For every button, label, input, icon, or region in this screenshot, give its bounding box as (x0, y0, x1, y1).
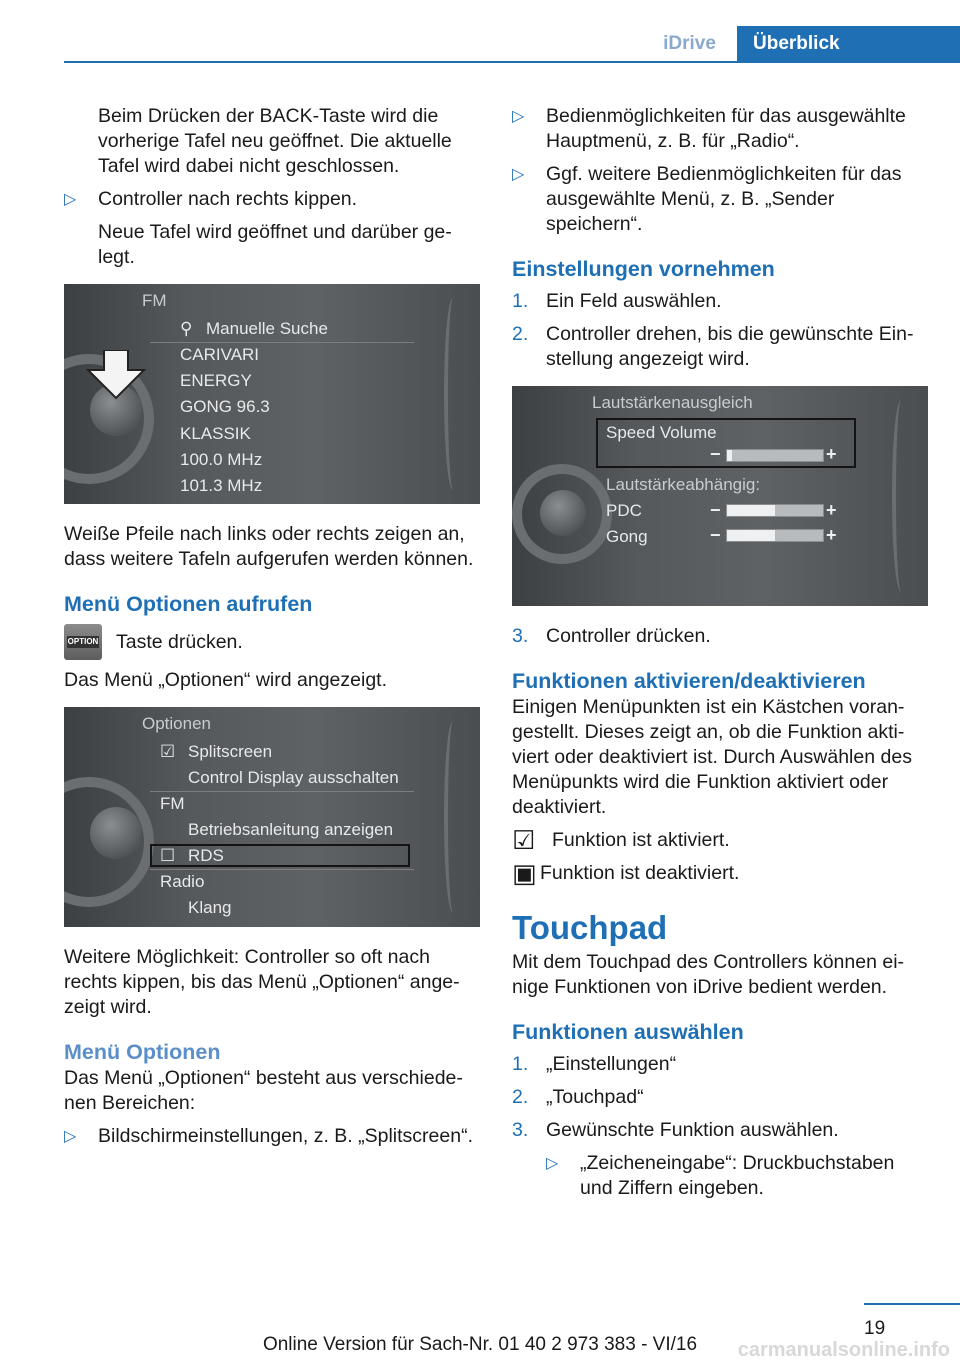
footer-text: Online Version für Sach-Nr. 01 40 2 973 383 - VI/16 (262, 1334, 698, 1355)
step-number: 2. (512, 1086, 529, 1108)
step-3 (512, 624, 928, 649)
touch-substep (512, 1151, 928, 1201)
setting-label: Gong (606, 527, 648, 546)
touch-step-3 (512, 1118, 928, 1143)
level-fill (727, 530, 775, 541)
triangle-icon: ▷ (512, 108, 525, 125)
screenshot-volume (512, 386, 928, 606)
controller-knob (90, 807, 142, 859)
shot-title: FM (142, 291, 167, 310)
step-number: 1. (512, 290, 529, 312)
minus-icon: − (710, 444, 721, 464)
controller-knob (540, 490, 586, 536)
option-key-row (64, 624, 480, 660)
minus-icon: − (710, 525, 721, 545)
page-number: 19 (864, 1318, 886, 1339)
checkbox-empty-icon: ▣ (512, 858, 537, 888)
triangle-icon: ▷ (512, 166, 525, 183)
option-key-text: Taste drücken. (116, 630, 243, 653)
paragraph-alternative: Weitere Möglichkeit: Controller so oft nach rechts kippen, bis das Menü „Optionen“ angezeigt wird. (64, 946, 460, 1018)
heading-select: Funktionen auswählen (512, 1020, 744, 1044)
heading-settings: Einstellungen vornehmen (512, 257, 775, 281)
step-2 (512, 322, 928, 372)
plus-icon: + (826, 525, 837, 545)
level-bar-gong (726, 529, 824, 542)
level-bar-pdc (726, 504, 824, 517)
header-rule (64, 61, 960, 63)
legend-text: Funktion ist deaktiviert. (540, 862, 740, 884)
legend-text: Funktion ist aktiviert. (552, 829, 730, 851)
paragraph-areas: Das Menü „Optionen“ besteht aus verschiedenen Bereichen: (64, 1067, 463, 1114)
step-text: Ein Feld auswählen. (546, 290, 722, 312)
legend-on (512, 825, 928, 855)
bullet-text: Bedienmöglichkeiten für das ausgewählte Hauptmenü, z. B. für „Radio“. (546, 105, 906, 152)
paragraph-touchpad: Mit dem Touchpad des Controllers können einige Funktionen von iDrive bedient werden. (512, 951, 905, 998)
step-text: Controller drehen, bis die gewünschte Einstellung angezeigt wird. (546, 323, 914, 370)
touch-step-2 (512, 1085, 928, 1110)
left-column (64, 104, 480, 1157)
paragraph-arrows: Weiße Pfeile nach links oder rechts zeigen an, dass weitere Tafeln aufgerufen werden können. (64, 523, 474, 570)
bullet-tilt (64, 187, 480, 270)
checkbox-checked-icon: ☑ (160, 742, 176, 761)
heading-touchpad: Touchpad (512, 909, 668, 946)
step-number: 3. (512, 625, 529, 647)
setting-label: Lautstärkeabhängig: (606, 475, 761, 494)
setting-label: Speed Volume (606, 423, 717, 442)
menu-item: Betriebsanleitung anzeigen (188, 820, 394, 839)
bullet-subtext: Neue Tafel wird geöffnet und darüber gelegt. (98, 221, 452, 268)
menu-item: Splitscreen (188, 742, 273, 761)
bullet-text: Bildschirmeinstellungen, z. B. „Splitscreen“. (98, 1125, 473, 1147)
bullet-further (512, 162, 928, 237)
right-column (512, 104, 928, 1209)
bullet-text: Controller nach rechts kippen. (98, 188, 358, 210)
checkbox-empty-icon: ☐ (160, 846, 176, 865)
level-fill (727, 505, 775, 516)
down-arrow-icon (86, 350, 146, 400)
menu-item: RDS (188, 846, 224, 865)
level-bar-speed (726, 449, 824, 462)
search-icon: ⚲ (180, 319, 193, 338)
shot-title: Optionen (142, 714, 211, 733)
heading-functions: Funktionen aktivieren/deaktivieren (512, 669, 866, 693)
menu-item: GONG 96.3 (180, 397, 270, 416)
screen-edge (892, 400, 910, 592)
menu-item: Klang (188, 898, 232, 917)
paragraph-checkbox: Einigen Menüpunkten ist ein Kästchen vorangestellt. Dieses zeigt an, ob die Funktion aktiviert oder deaktiviert ist. Durch Auswählen des Menüpunkts wird die Funktion aktiviert oder deaktiviert. (512, 696, 912, 818)
minus-icon: − (710, 500, 721, 520)
header-tab: Überblick (737, 26, 960, 61)
plus-icon: + (826, 444, 837, 464)
screenshot-options (64, 707, 480, 927)
step-number: 2. (512, 323, 529, 345)
plus-icon: + (826, 500, 837, 520)
header-section: iDrive (642, 26, 737, 61)
step-text: Gewünschte Funktion auswählen. (546, 1119, 839, 1141)
menu-item: Manuelle Suche (206, 319, 328, 338)
triangle-icon: ▷ (546, 1155, 559, 1172)
screen-edge (444, 298, 462, 490)
bullet-screen (64, 1124, 480, 1149)
setting-label: PDC (606, 501, 642, 520)
menu-item: ENERGY (180, 371, 252, 390)
menu-group: FM (160, 794, 185, 813)
footer-rule (864, 1303, 960, 1305)
triangle-icon: ▷ (64, 191, 77, 208)
paragraph-back: Beim Drücken der BACK-Taste wird die vorherige Tafel neu geöffnet. Die aktuelle Tafel wird dabei nicht geschlossen. (98, 105, 452, 177)
step-1 (512, 289, 928, 314)
option-key-label: OPTION (67, 637, 99, 646)
level-fill (727, 450, 732, 461)
menu-item: KLASSIK (180, 424, 251, 443)
step-text: „Einstellungen“ (546, 1053, 677, 1075)
step-number: 1. (512, 1053, 529, 1075)
step-number: 3. (512, 1119, 529, 1141)
menu-item: 100.0 MHz (180, 450, 263, 469)
checkbox-checked-icon: ☑ (512, 825, 536, 855)
paragraph-menu-shown: Das Menü „Optionen“ wird angezeigt. (64, 669, 387, 691)
menu-group: Radio (160, 872, 205, 891)
screen-edge (444, 721, 462, 913)
shot-title: Lautstärkenausgleich (592, 393, 753, 412)
substep-text: „Zeicheneingabe“: Druckbuchstaben und Ziffern eingeben. (580, 1152, 895, 1199)
menu-item: CARIVARI (180, 345, 260, 364)
option-key-icon (64, 624, 102, 660)
touch-step-1 (512, 1052, 928, 1077)
menu-item: Control Display ausschalten (188, 768, 399, 787)
bullet-text: Ggf. weitere Bedienmöglichkeiten für das ausgewählte Menü, z. B. „Sender speichern“. (546, 163, 902, 235)
watermark: carmanualsonline.info (737, 1339, 950, 1361)
heading-menu-options: Menü Optionen (64, 1040, 221, 1064)
menu-item: 101.3 MHz (180, 476, 263, 495)
heading-menu-options-open: Menü Optionen aufrufen (64, 592, 313, 616)
step-text: Controller drücken. (546, 625, 711, 647)
screenshot-fm (64, 284, 480, 504)
legend-off (512, 858, 928, 888)
step-text: „Touchpad“ (546, 1086, 644, 1108)
bullet-main-menu (512, 104, 928, 154)
triangle-icon: ▷ (64, 1128, 77, 1145)
